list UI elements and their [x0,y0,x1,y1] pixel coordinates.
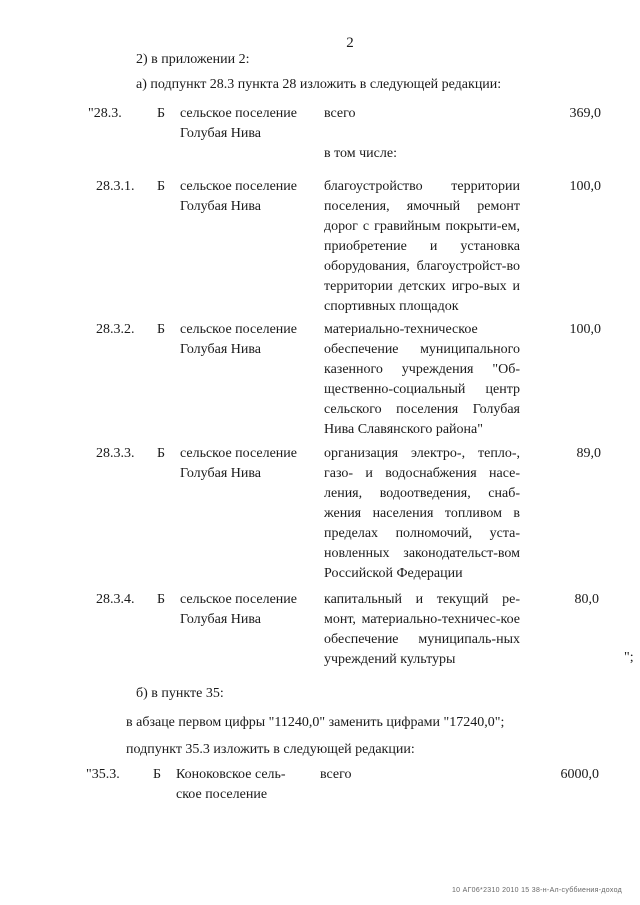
page-number: 2 [346,35,354,51]
row-description: капитальный и текущий ре-монт, материально-техничес-кое обеспечение муниципаль-ных учреждений культуры [324,592,520,667]
paragraph-appendix-2: 2) в приложении 2: [136,52,250,67]
row-category: Б [157,322,166,337]
row-municipality: Коноковское сель-ское поселение [176,767,286,802]
row-code: "28.3. [88,106,122,121]
row-including: в том числе: [324,146,397,161]
paragraph-first-abzac: в абзаце первом цифры "11240,0" заменить цифрами "17240,0"; [126,715,505,730]
footer-code: 10 АГ06*2310 2010 15 38-н-Ал-суббиения-доход [451,887,622,894]
row-municipality: сельское поселение Голубая Нива [180,446,297,481]
row-municipality: сельское поселение Голубая Нива [180,592,297,627]
row-category: Б [157,179,166,194]
row-amount: 6000,0 [560,767,599,782]
row-amount: 80,0 [574,592,599,607]
row-category: Б [157,446,166,461]
paragraph-subpoint-a: а) подпункт 28.3 пункта 28 изложить в следующей редакции: [136,77,502,92]
row-description: благоустройство территории поселения, ямочный ремонт дорог с гравийным покрыти-ем, приобретение и установка оборудования, благоустройст-во территории детских игро-вых и спортивных площадок [324,179,520,314]
row-municipality: сельское поселение Голубая Нива [180,179,297,214]
row-code: 28.3.3. [96,446,135,461]
row-code: 28.3.1. [96,179,135,194]
row-code: 28.3.4. [96,592,135,607]
closing-quote: "; [624,650,634,665]
row-description: всего [320,767,352,782]
row-code: 28.3.2. [96,322,135,337]
row-category: Б [157,106,166,121]
row-code: "35.3. [86,767,120,782]
row-description: организация электро-, тепло-, газо- и водоснабжения насе-ления, водоотведения, снаб-жения населения топливом в пределах полномочий, уста-новленных законодательст-вом Российской Федерации [324,446,520,581]
row-category: Б [157,592,166,607]
paragraph-subpoint-b: б) в пункте 35: [136,686,224,701]
row-amount: 89,0 [576,446,601,461]
row-amount: 100,0 [569,322,601,337]
paragraph-subpoint-35-3: подпункт 35.3 изложить в следующей редакции: [126,742,415,757]
row-category: Б [153,767,162,782]
row-municipality: сельское поселение Голубая Нива [180,322,297,357]
row-amount: 369,0 [569,106,601,121]
row-municipality: сельское поселение Голубая Нива [180,106,297,141]
row-amount: 100,0 [569,179,601,194]
row-description: материально-техническое обеспечение муниципального казенного учреждения "Об-щественно-социальный центр сельского поселения Голубая Нива Славянского района" [324,322,520,437]
row-description: всего [324,106,356,121]
